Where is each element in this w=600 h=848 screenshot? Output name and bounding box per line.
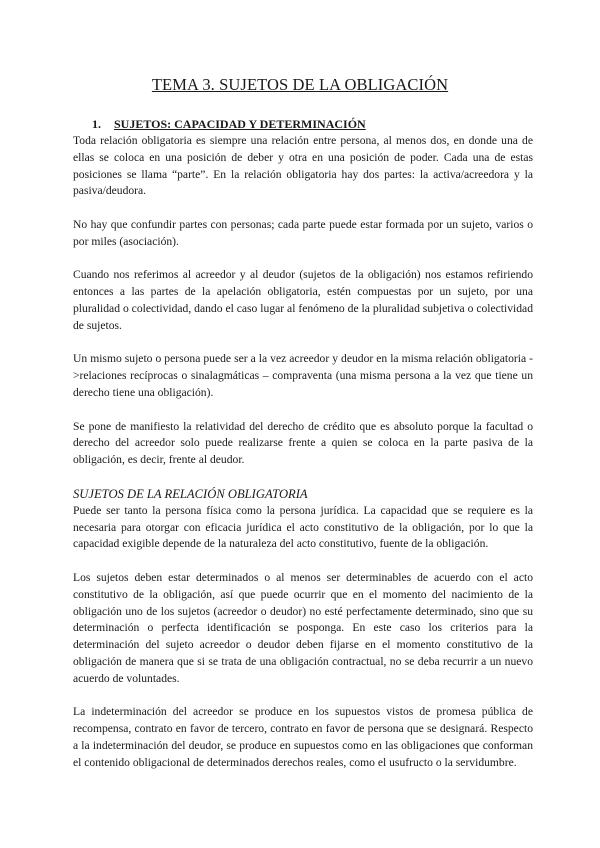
paragraph-personas: No hay que confundir partes con personas; cada parte puede estar formada por un sujeto, varios o por miles (asociación).: [73, 217, 533, 248]
paragraph-determinacion: Los sujetos deben estar determinados o al menos ser determinables de acuerdo con el acto constitutivo de la obligación, así que puede ocurrir que en el momento del nacimiento de la obligación uno de los sujetos (acreedor o deudor) no esté perfectamente determinado, sino que su determinación o perfecta identificación se posponga. En este caso los criterios para la determinación del sujeto acreedor o deudor deben fijarse en el momento constitutivo de la obligación de manera que si se trata de una obligación contractual, no se deba recurrir a un nuevo acuerdo de voluntades.: [73, 570, 533, 685]
section-heading: [92, 116, 533, 133]
paragraph-capacidad: Puede ser tanto la persona física como la persona jurídica. La capacidad que se requiere es la necesaria para otorgar con eficacia jurídica el acto constitutivo de la obligación, por lo que la capacidad exigible depende de la naturaleza del acto constitutivo, fuente de la obligación.: [73, 503, 533, 551]
document-body: [73, 116, 533, 771]
paragraph-reciprocas: Un mismo sujeto o persona puede ser a la vez acreedor y deudor en la misma relación obligatoria ->relaciones recíprocas o sinalagmáticas – compraventa (una misma persona a la vez que tiene un derecho tiene una obligación).: [73, 352, 533, 399]
paragraph-indeterminacion: La indeterminación del acreedor se produce en los supuestos vistos de promesa pública de recompensa, contrato en favor de tercero, contrato en favor de persona que se designará. Respecto a la indeterminación del deudor, se produce en supuestos como en las obligaciones que conforman el contenido obligacional de determinados derechos reales, como el usufructo o la servidumbre.: [73, 705, 533, 769]
page-title: TEMA 3. SUJETOS DE LA OBLIGACIÓN: [151, 75, 449, 94]
section-number: 1.: [92, 117, 101, 131]
subheading-sujetos: SUJETOS DE LA RELACIÓN OBLIGATORIA: [73, 486, 308, 501]
paragraph-acreedor-deudor: Cuando nos referimos al acreedor y al deudor (sujetos de la obligación) nos estamos refiriendo entonces a las partes de la apelación obligatoria, estén compuestas por un sujeto, por una pluralidad o colectividad, dando el caso lugar al fenómeno de la pluralidad subjetiva o colectividad de sujetos.: [73, 268, 533, 332]
paragraph-partes: Toda relación obligatoria es siempre una relación entre persona, al menos dos, en donde una de ellas se coloca en una posición de deber y otra en una posición de poder. Cada una de estas posiciones se llama “parte”. En la relación obligatoria hay dos partes: la activa/acreedora y la pasiva/deudora.: [73, 134, 533, 198]
paragraph-relatividad: Se pone de manifiesto la relatividad del derecho de crédito que es absoluto porque la facultad o derecho del acreedor solo puede realizarse frente a quien se coloca en la parte pasiva de la obligación, es decir, frente al deudor.: [73, 419, 533, 467]
section-heading-text: SUJETOS: CAPACIDAD Y DETERMINACIÓN: [114, 117, 366, 131]
